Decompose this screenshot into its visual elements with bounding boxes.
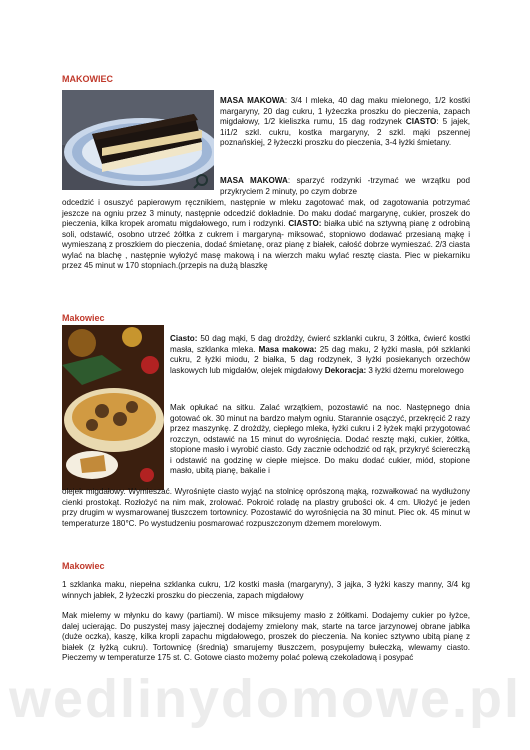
recipe-1-title: MAKOWIEC [62,74,113,84]
recipe-2-method-intro: Mak opłukać na sitku. Zalać wrzątkiem, pozostawić na noc. Następnego dnia gotować ok. 30 minut na bardzo małym ogniu. Starannie osączyć, przekręcić 2 razy przez maszynkę. Z drożdży, ciepłego mleka, łyżki cukru i 2 łyżek mąki przygotować rozczyn, odstawić na 15 minut do wyrośnięcia. Dodać resztę mąki, cukier, żółtka, stopione masło i wyrobić ciasto. Gdy zacznie odchodzić od rąk, przykryć ściereczką i odstawić na godzinę w ciepłe miejsce. Do maku dodać cukier, miód, stopione masło, ubitą pianę, bakalie i [170,403,470,475]
recipe-3-ingredients: 1 szklanka maku, niepełna szklanka cukru, 1/2 kostki masła (margaryny), 3 jajka, 3 łyżki kaszy manny, 3/4 kg winnych jabłek, 2 łyżeczki proszku do pieczenia, zapach migdałowy [62,580,470,600]
recipe-3-title: Makowiec [62,561,105,571]
watermark: wedlinydomowe.pl [8,669,522,729]
recipe-2-photo [62,325,164,490]
recipe-2-title: Makowiec [62,313,105,323]
recipe-1-photo [62,90,214,190]
recipe-1-method: odcedzić i osuszyć papierowym ręcznikiem, następnie w mleku zagotować mak, od zagotowania potrzymać jeszcze na ogniu przez 3 minuty, następnie odcedzić dokładnie. Do maku dodać margarynę, cukier, proszek do pieczenia, kilka kropek aromatu migdałowego, rum i rodzynki. CIASTO: białka ubić na sztywną pianę z odrobiną soli, odstawić, osobno utrzeć żółtka z cukrem i margaryną- miksować, stopniowo dodawać przesianą mąkę i wymieszaną z proszkiem do pieczenia, dodać śmietanę, oraz pianę z białek, całość dobrze wymieszać. 2/3 ciasta wylać na blachę , następnie wyłożyć masę makową i na wierzch maku wylać resztę ciasta. Piec w piekarniku przez 45 minut w 170 stopniach.(przepis na dużą blaszkę [62,198,470,270]
recipe-3-method: Mak mielemy w młynku do kawy (partiami). W misce miksujemy masło z żółtkami. Dodajemy cukier po łyżce, dalej ucierając. Do puszystej masy jajecznej dodajemy zmielony mak, starte na tarce jarzynowej obrane jabłka (duże oczka), kaszę, kilka kropli zapachu migdałowego, proszek do pieczenia. Na koniec sztywno ubitą pianę z białek (z łyżką cukru). Tortownicę (średnią) smarujemy tłuszczem, posypujemy bułeczką, wlewamy ciasto. Pieczemy w temperaturze 175 st. C. Gotowe ciasto możemy polać polewą czekoladową i posypać [62,611,470,662]
recipe-2-ingredients: Ciasto: 50 dag mąki, 5 dag drożdży, ćwierć szklanki cukru, 3 żółtka, ćwierć kostki masła, szklanka mleka. Masa makowa: 25 dag maku, 2 łyżki masła, pół szklanki cukru, 2 łyżki miodu, 2 białka, 5 dag rodzynek, 3 łyżki posiekanych orzechów laskowych lub migdałów, olejek migdałowy Dekoracja: 3 łyżki dżemu morelowego [170,334,470,375]
recipe-2-method: olejek migdałowy. Wymieszać. Wyrośnięte ciasto wyjąć na stolnicę oprószoną mąką, rozwałkować na wydłużony cienki prostokąt. Rozłożyć na nim mak, zrolować. Pokroić roladę na plastry grubości ok. 4 cm. Ułożyć je jeden przy drugim w wysmarowanej tłuszczem tortownicy. Pozostawić do wyrośnięcia na 30 minut. Piec ok. 45 minut w temperaturze 180°C. Po wystudzeniu posmarować rozpuszczonym dżemem morelowym. [62,487,470,528]
recipe-1-method-intro: MASA MAKOWA: sparzyć rodzynki -trzymać we wrzątku pod przykryciem 2 minuty, po czym dobrze [220,176,470,196]
recipe-1-ingredients: MASA MAKOWA: 3/4 l mleka, 40 dag maku mielonego, 1/2 kostki margaryny, 20 dag cukru, 1 łyżeczka proszku do pieczenia, zapach migdałowy, 1/2 kieliszka rumu, 15 dag rodzynek CIASTO: 5 jajek, 1i1/2 szkl. cukru, kostka margaryny, 2 szkl. mąki pszennej poznańskiej, 2 łyżeczki proszku do pieczenia, 3-4 łyżki śmietany. [220,96,470,147]
